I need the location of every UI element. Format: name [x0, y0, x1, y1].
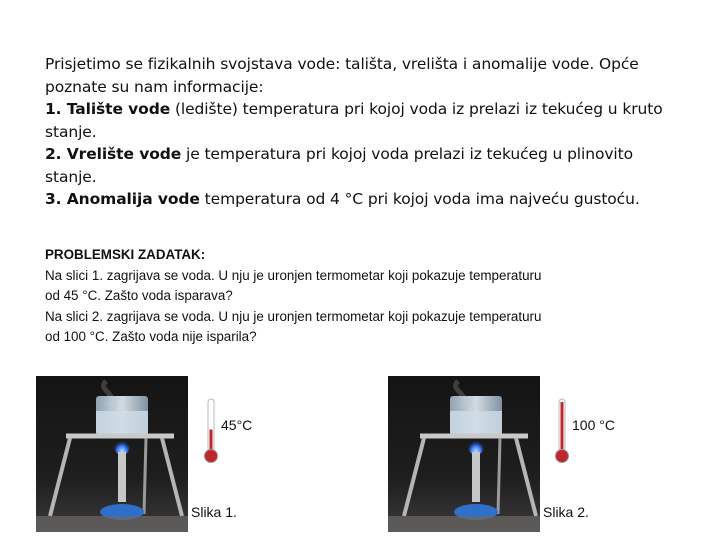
intro-text — [45, 53, 685, 211]
intro-rest: je temperatura pri kojoj voda prelazi iz tekućeg u plinovito stanje. — [45, 145, 633, 186]
thermometer-icon — [554, 398, 570, 464]
intro-rest: temperatura od 4 °C pri kojoj voda ima najveću gustoću. — [199, 190, 640, 208]
thermometer-icon — [203, 398, 219, 464]
problem-line: od 45 °C. Zašto voda isparava? — [45, 288, 233, 304]
burner-photo-1 — [36, 376, 188, 532]
problem-section — [45, 245, 695, 348]
intro-item-boiling — [45, 143, 685, 188]
intro-lead: Prisjetimo se fizikalnih svojstava vode: tališta, vrelišta i anomalije vode. Opće poznate su nam informacije: — [45, 55, 639, 96]
intro-term: 3. Anomalija vode — [45, 190, 200, 208]
burner-illustration — [36, 376, 188, 532]
problem-line: od 100 °C. Zašto voda nije isparila? — [45, 329, 257, 345]
temperature-reading-1: 45°C — [221, 417, 253, 433]
intro-item-anomaly — [45, 188, 685, 211]
figure-caption-1: Slika 1. — [191, 504, 237, 520]
temperature-reading-2: 100 °C — [572, 417, 615, 433]
intro-term: 1. Talište vode — [45, 100, 171, 118]
problem-heading: PROBLEMSKI ZADATAK: — [45, 247, 206, 262]
burner-illustration — [388, 376, 540, 532]
figure-caption-2: Slika 2. — [543, 504, 589, 520]
intro-term: 2. Vrelište vode — [45, 145, 182, 163]
intro-item-melting — [45, 98, 685, 143]
burner-photo-2 — [388, 376, 540, 532]
problem-line: Na slici 1. zagrijava se voda. U nju je uronjen termometar koji pokazuje temperaturu — [45, 267, 542, 283]
problem-line: Na slici 2. zagrijava se voda. U nju je uronjen termometar koji pokazuje temperaturu — [45, 308, 542, 324]
intro-rest: (ledište) temperatura pri kojoj voda iz prelazi iz tekućeg u kruto stanje. — [45, 100, 663, 141]
